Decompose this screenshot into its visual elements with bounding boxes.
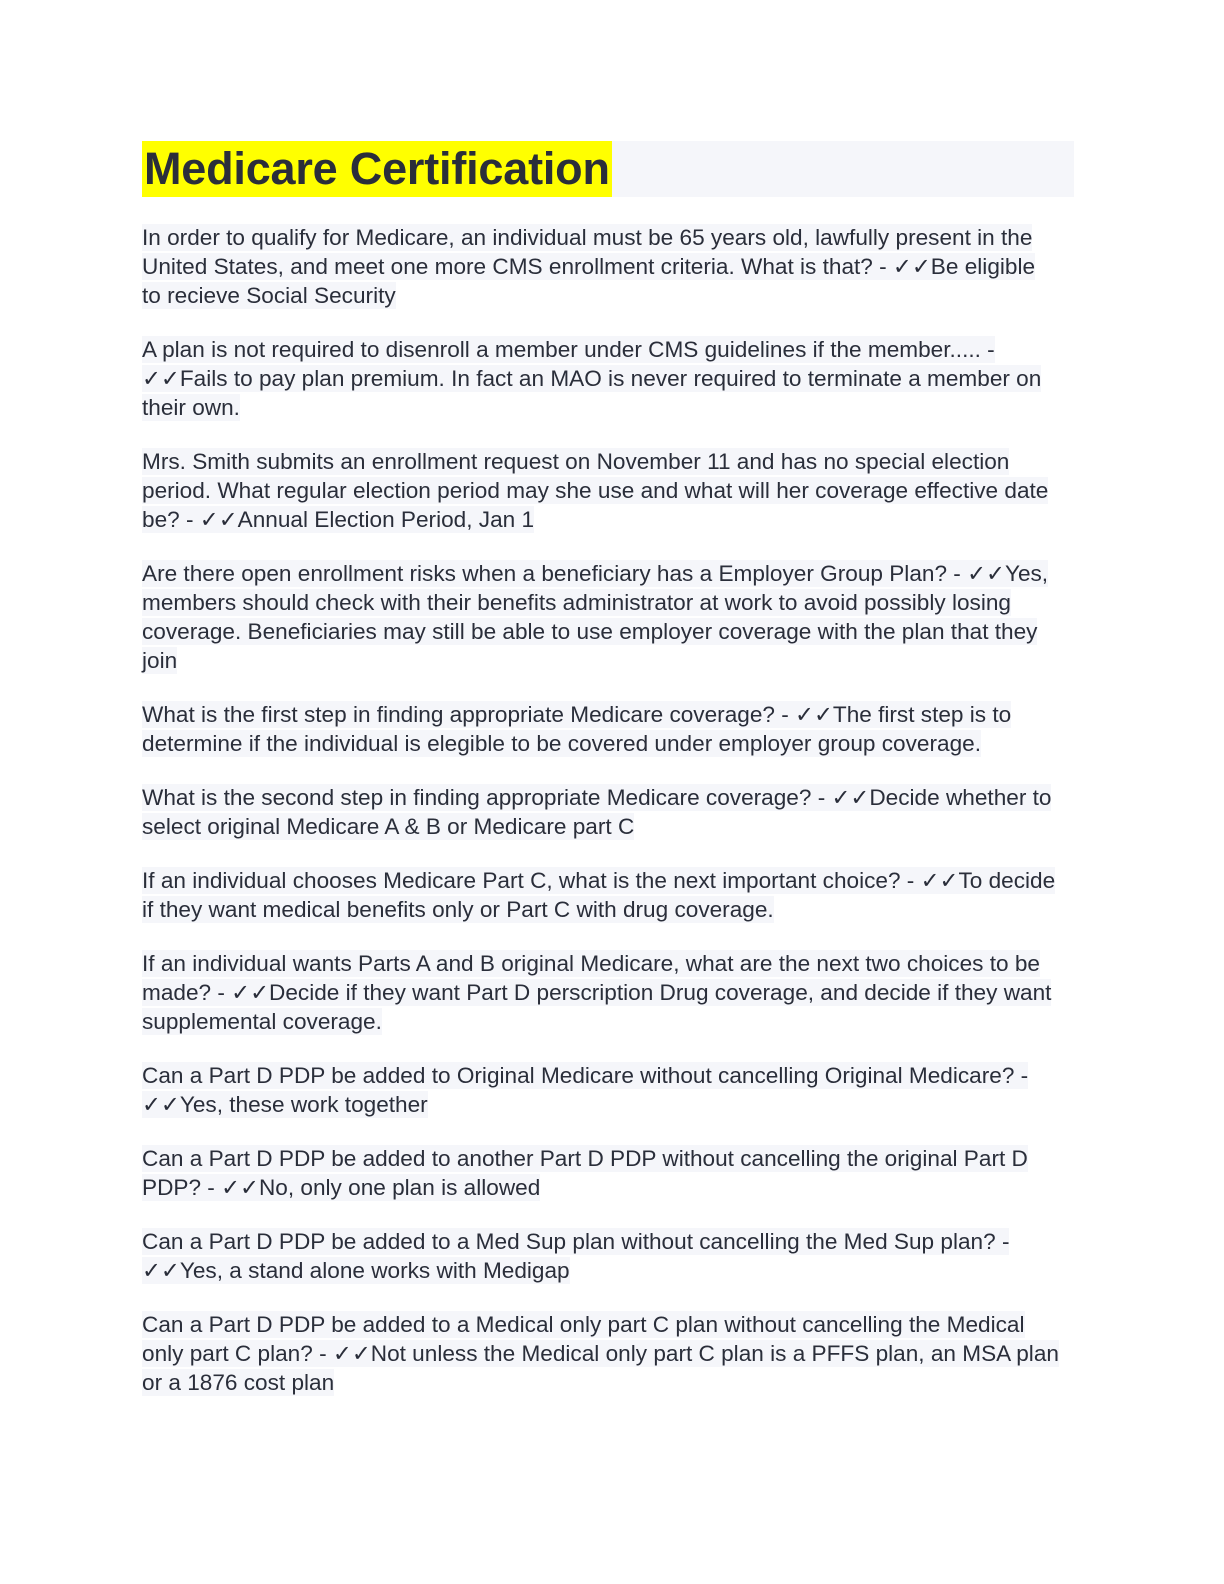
qa-text: In order to qualify for Medicare, an individual must be 65 years old, lawfully present in the United States, and meet one more CMS enrollment criteria. What is that? - ✓✓Be eligible to recieve Social Security <box>142 225 1036 308</box>
qa-text: Can a Part D PDP be added to Original Medicare without cancelling Original Medicare? - ✓✓Yes, these work together <box>142 1063 1029 1117</box>
qa-text: Can a Part D PDP be added to another Part D PDP without cancelling the original Part D PDP? - ✓✓No, only one plan is allowed <box>142 1146 1028 1200</box>
qa-item <box>142 866 1060 924</box>
qa-item <box>142 1144 1060 1202</box>
qa-item <box>142 783 1060 841</box>
qa-item <box>142 335 1060 422</box>
qa-item <box>142 447 1060 534</box>
qa-text: Can a Part D PDP be added to a Med Sup plan without cancelling the Med Sup plan? - ✓✓Yes, a stand alone works with Medigap <box>142 1229 1010 1283</box>
qa-item <box>142 223 1060 310</box>
page-title: Medicare Certification <box>142 141 612 197</box>
qa-text: A plan is not required to disenroll a member under CMS guidelines if the member..... - ✓✓Fails to pay plan premium. In fact an MAO is never required to terminate a member on their own. <box>142 337 1042 420</box>
qa-item <box>142 1310 1060 1397</box>
qa-text: If an individual chooses Medicare Part C, what is the next important choice? - ✓✓To decide if they want medical benefits only or Part C with drug coverage. <box>142 868 1056 922</box>
qa-item <box>142 1227 1060 1285</box>
title-bar <box>142 141 1074 197</box>
qa-item <box>142 1061 1060 1119</box>
qa-item <box>142 559 1060 675</box>
qa-text: Mrs. Smith submits an enrollment request on November 11 and has no special election period. What regular election period may she use and what will her coverage effective date be? - ✓✓Annual Election Period, Jan 1 <box>142 449 1049 532</box>
qa-text: Can a Part D PDP be added to a Medical only part C plan without cancelling the Medical only part C plan? - ✓✓Not unless the Medical only part C plan is a PFFS plan, an MSA plan or a 1876 cost plan <box>142 1312 1059 1395</box>
qa-item <box>142 700 1060 758</box>
qa-text: What is the first step in finding appropriate Medicare coverage? - ✓✓The first step is to determine if the individual is elegible to be covered under employer group coverage. <box>142 702 1012 756</box>
qa-text: What is the second step in finding appropriate Medicare coverage? - ✓✓Decide whether to select original Medicare A & B or Medicare part C <box>142 785 1052 839</box>
qa-list <box>142 223 1074 1397</box>
qa-text: Are there open enrollment risks when a beneficiary has a Employer Group Plan? - ✓✓Yes, members should check with their benefits administrator at work to avoid possibly losing coverage. Beneficiaries may still be able to use employer coverage with the plan that they join <box>142 561 1049 673</box>
qa-text: If an individual wants Parts A and B original Medicare, what are the next two choices to be made? - ✓✓Decide if they want Part D perscription Drug coverage, and decide if they want supplemental coverage. <box>142 951 1052 1034</box>
document-page <box>142 141 1074 1422</box>
qa-item <box>142 949 1060 1036</box>
